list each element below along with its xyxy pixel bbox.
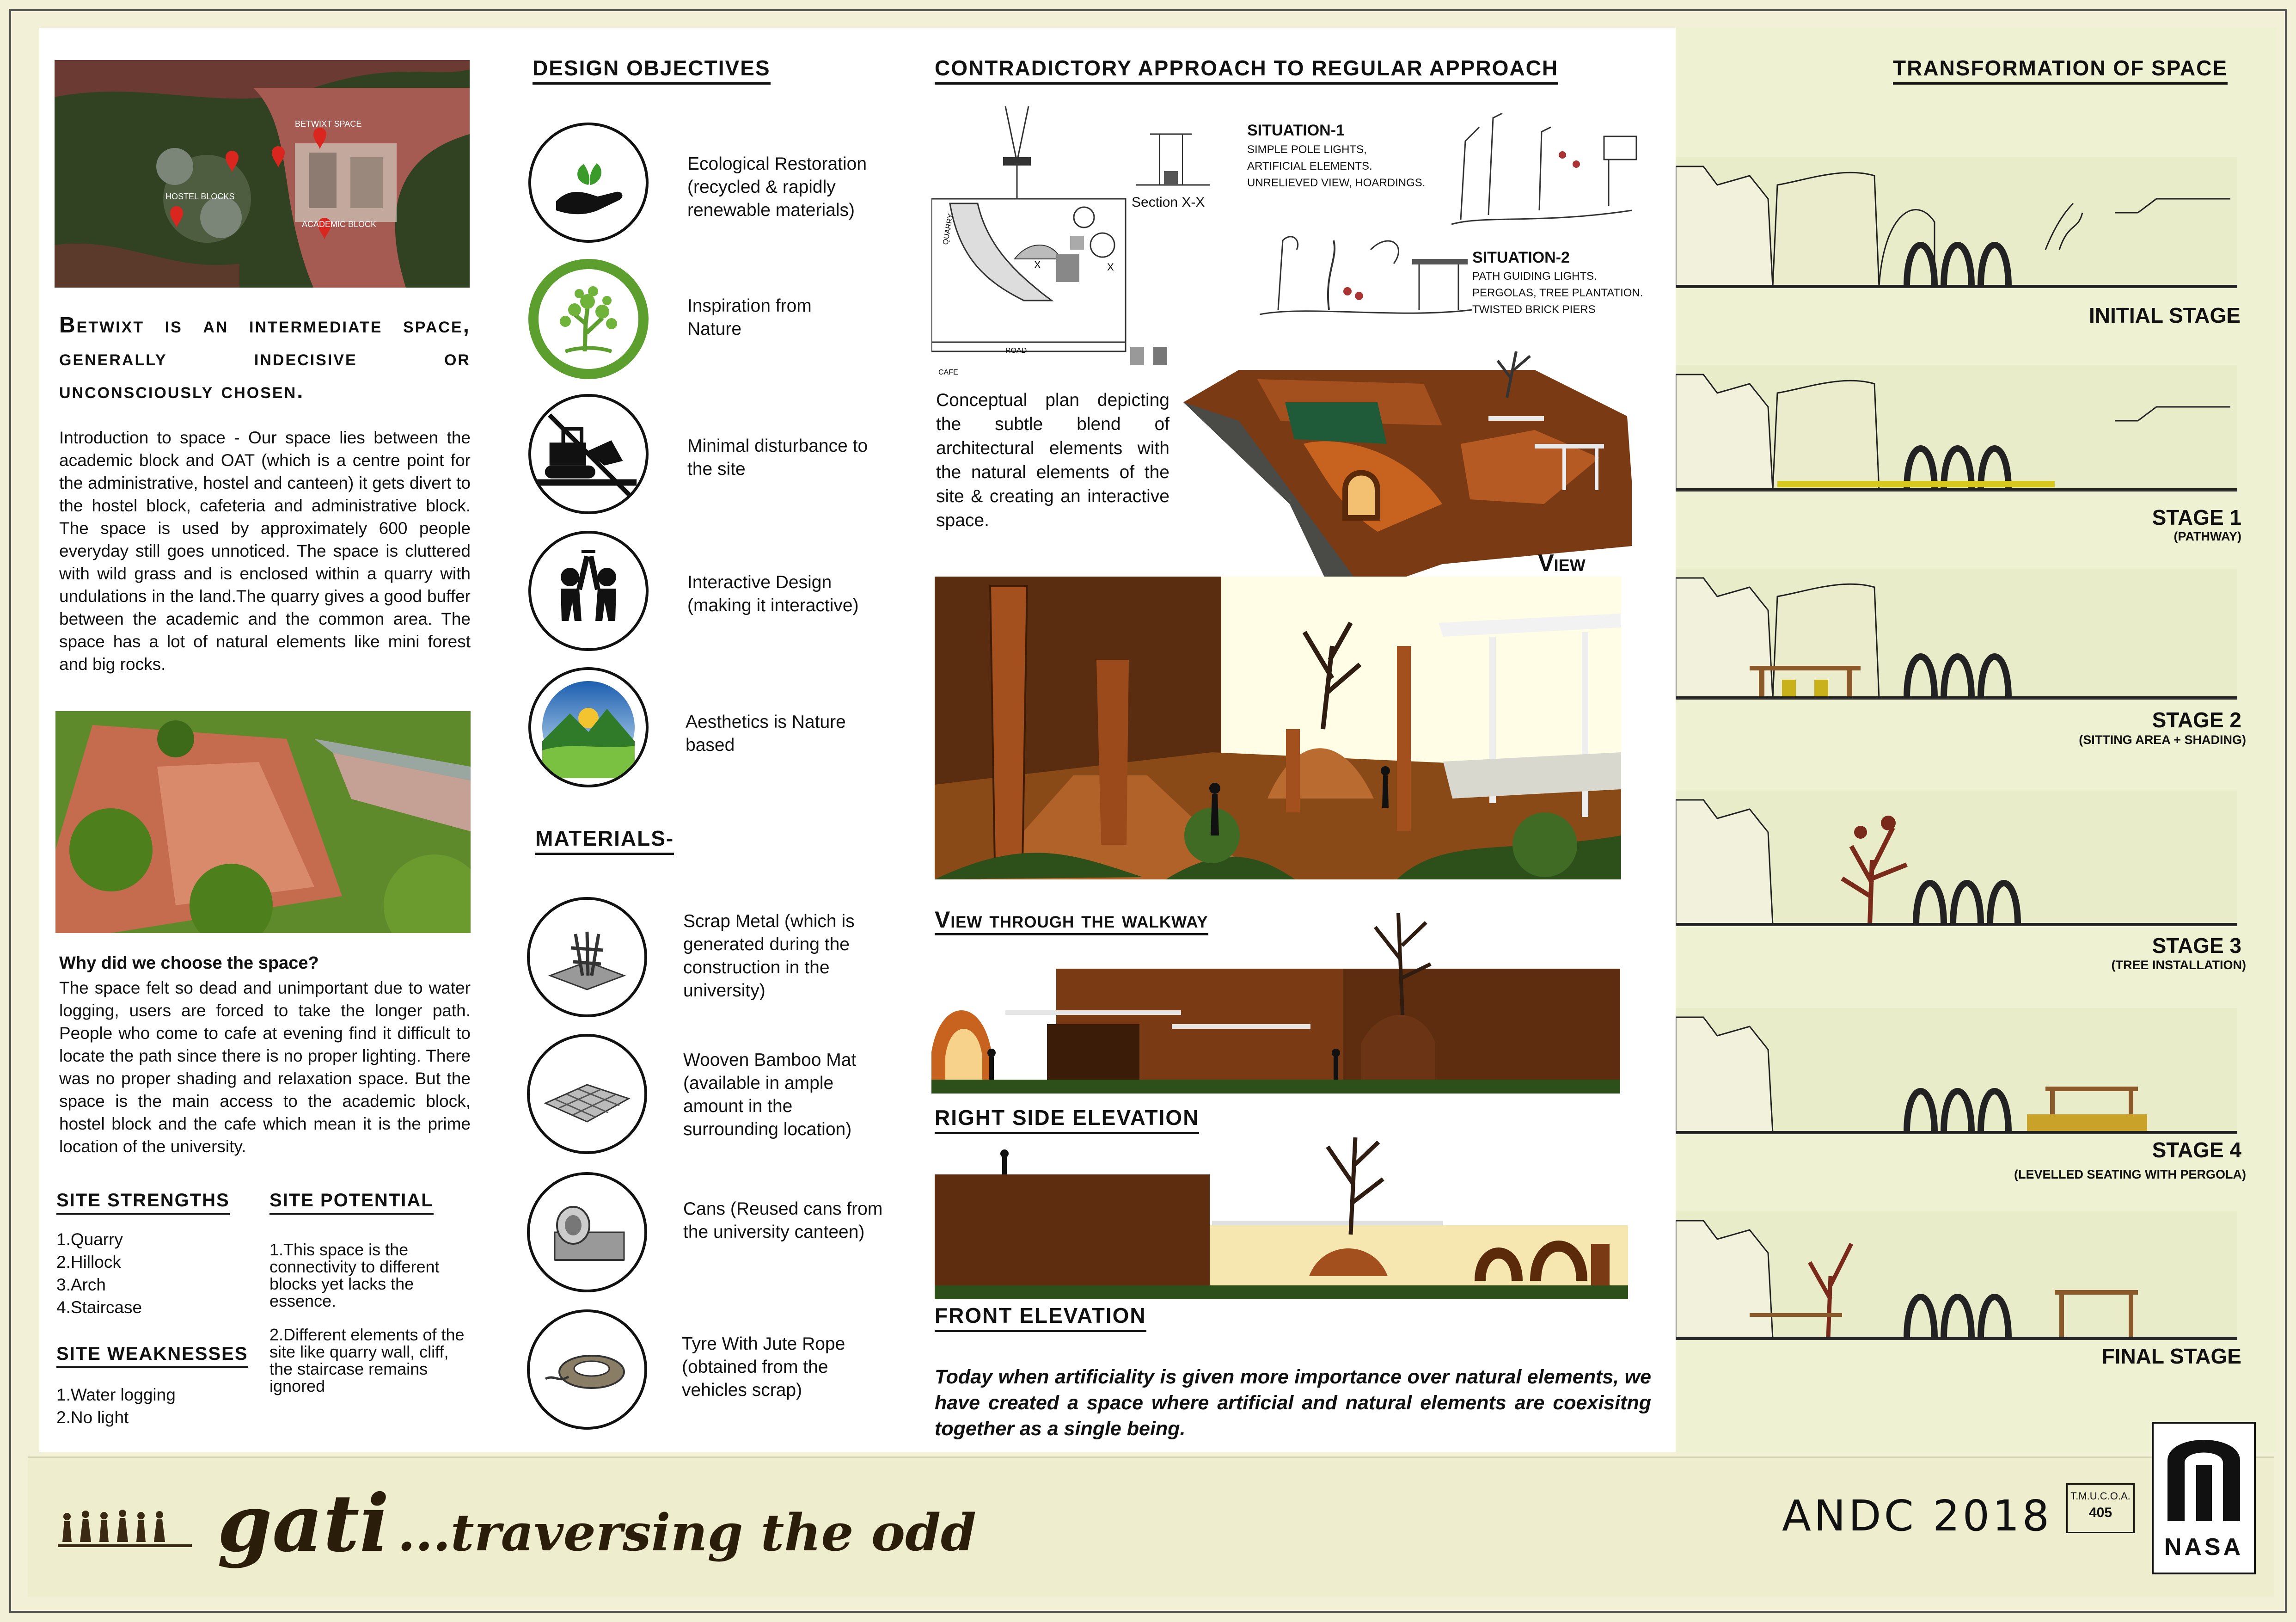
situation1-sketch (1447, 99, 1641, 233)
bamboo-mat-icon (536, 1043, 638, 1145)
situation2-line: TWISTED BRICK PIERS (1472, 303, 1596, 316)
objective-circle-4 (528, 531, 649, 651)
strength-item: 2.Hillock (56, 1253, 121, 1272)
tyre-icon (536, 1319, 638, 1420)
section-sketch-graphic (1132, 125, 1215, 194)
stage-2-graphic (1676, 569, 2237, 698)
concept-caption: Conceptual plan depicting the subtle blend of architectural elements with the natural elements of the site & creating an interactive space. (936, 390, 1169, 530)
objective-text-4: Interactive Design (making it interactive) (687, 572, 859, 615)
potential-title: SITE POTENTIAL (269, 1190, 434, 1215)
perspective-view-render (935, 577, 1621, 879)
stage-sketch-1 (1676, 365, 2237, 492)
situation1-line: UNRELIEVED VIEW, HOARDINGS. (1247, 177, 1426, 189)
strength-item: 1.Quarry (56, 1230, 123, 1249)
nasa-arch-icon (2154, 1424, 2254, 1530)
site-photo-graphic (55, 711, 471, 933)
stage-sub-3: (TREE INSTALLATION) (2111, 958, 2246, 972)
material-circle-2 (527, 1034, 647, 1154)
stage-title-final: FINAL STAGE (2101, 1344, 2241, 1368)
strengths-title: SITE STRENGTHS (56, 1190, 230, 1215)
stage-sketch-initial (1676, 157, 2237, 288)
transformation-title: TRANSFORMATION OF SPACE (1893, 55, 2228, 85)
material-text-1: Scrap Metal (which is generated during the construction in the university) (683, 911, 855, 1001)
scrap-metal-icon (536, 906, 638, 1008)
objective-circle-3 (528, 394, 649, 514)
front-elevation-title: FRONT ELEVATION (935, 1303, 1146, 1332)
plan-label-quarry: QUARRY (942, 213, 955, 246)
situation2-title: SITUATION-2 (1472, 249, 1570, 266)
nasa-logo (2152, 1422, 2256, 1574)
map-label-academic: ACADEMIC BLOCK (302, 220, 377, 229)
event-name: ANDC 2018 (1782, 1491, 2052, 1541)
potential-item: 2.Different elements of the site like quarry wall, cliff, the staircase remains ignored (269, 1325, 465, 1395)
front-elevation-render (935, 1128, 1628, 1299)
view-title: View (1538, 549, 1586, 579)
contradictory-approach-title: CONTRADICTORY APPROACH TO REGULAR APPROACH (935, 55, 1558, 85)
objective-text-2: Inspiration from Nature (687, 296, 812, 339)
site-photo (55, 711, 471, 933)
map-label-hostel: HOSTEL BLOCKS (165, 192, 235, 201)
situation1-title: SITUATION-1 (1247, 122, 1345, 139)
stage-title-4: STAGE 4 (2152, 1138, 2241, 1162)
situation2-text (1472, 268, 1643, 318)
dancers-logo-icon (58, 1498, 196, 1554)
weakness-item: 1.Water logging (56, 1385, 176, 1404)
why-title: Why did we choose the space? (59, 953, 319, 973)
map-label-betwixt: BETWIXT SPACE (295, 119, 362, 129)
situation1-line: ARTIFICIAL ELEMENTS. (1247, 160, 1372, 172)
material-text-4: Tyre With Jute Rope (obtained from the vehicles scrap) (682, 1334, 845, 1400)
hand-plant-icon (542, 136, 635, 229)
plan-label-road: ROAD (1005, 347, 1027, 355)
code-label: T.M.U.C.O.A. (2070, 1490, 2131, 1502)
material-text-2: Wooven Bamboo Mat (available in ample amount in the surrounding location) (683, 1050, 857, 1139)
right-elevation-graphic (931, 904, 1620, 1094)
objective-text-1: Ecological Restoration (recycled & rapidly renewable materials) (687, 154, 867, 220)
section-sketch (1132, 125, 1215, 194)
stage-title-3: STAGE 3 (2152, 934, 2241, 958)
stage-sub-4: (LEVELLED SEATING WITH PERGOLA) (2014, 1167, 2246, 1181)
no-bulldozer-icon (531, 396, 646, 512)
material-circle-1 (527, 897, 647, 1017)
tree-icon (533, 264, 644, 375)
plan-label-x-left: X (1034, 259, 1041, 270)
strength-item: 4.Staircase (56, 1298, 142, 1317)
stage-3-graphic (1676, 791, 2237, 925)
footer-logo-word: gati (217, 1477, 390, 1570)
org-name: NASA (2164, 1534, 2244, 1561)
code-number: 405 (2088, 1505, 2112, 1520)
objective-text-3: Minimal disturbance to the site (687, 436, 868, 479)
stage-sketch-3 (1676, 791, 2237, 926)
stage-initial-graphic (1676, 157, 2237, 287)
objective-text-5: Aesthetics is Nature based (686, 712, 846, 755)
design-objectives-title: DESIGN OBJECTIVES (533, 55, 771, 85)
stage-4-graphic (1676, 1008, 2237, 1133)
stage-sketch-final (1676, 1211, 2237, 1340)
plan-label-x-right: X (1107, 261, 1114, 273)
situation2-line: PATH GUIDING LIGHTS. (1472, 270, 1597, 283)
stage-title-2: STAGE 2 (2152, 708, 2241, 732)
closing-statement: Today when artificiality is given more importance over natural elements, we have created a space where artificial and natural elements are coexisitng together as a single being. (935, 1366, 1651, 1440)
right-side-elevation-render (931, 904, 1620, 1094)
strength-item: 3.Arch (56, 1275, 106, 1294)
why-paragraph: The space felt so dead and unimportant due to water logging, users are forced to take the longer path. People who come to cafe at evening find it difficult to locate the path since there is no proper lighting. There was no proper shading and relaxation space. But the space is the main access to the academic block, hostel block and the cafe which mean it is the prime location of the university. (59, 978, 471, 1156)
intro-paragraph: Introduction to space - Our space lies between the academic block and OAT (which is a centre point for the administrative, hostel and canteen) it gets divert to the hostel block, cafeteria and administrative block. The space is used by approximately 600 people everyday still goes unnoticed. The space is cluttered with wild grass and is enclosed within a quarry with undulations in the land.The quarry gives a good buffer between the academic and the common area. The space has a lot of natural elements like mini forest and big rocks. (59, 428, 471, 674)
strengths-list (56, 1228, 142, 1319)
section-label: Section X-X (1132, 195, 1205, 210)
situation2-sketch (1260, 222, 1472, 324)
material-circle-3 (527, 1172, 647, 1292)
stage-title-initial: INITIAL STAGE (2089, 303, 2241, 327)
objective-circle-2 (528, 259, 649, 379)
stage-sketch-2 (1676, 569, 2237, 700)
footer-tagline: ...traversing the odd (398, 1503, 976, 1562)
material-circle-4 (527, 1309, 647, 1430)
situation1-line: SIMPLE POLE LIGHTS, (1247, 143, 1367, 156)
stage-final-graphic (1676, 1211, 2237, 1339)
situation1-graphic (1447, 99, 1641, 233)
objective-circle-5 (528, 667, 649, 787)
situation2-graphic (1260, 222, 1472, 324)
weaknesses-list (56, 1383, 176, 1429)
situation1-text (1247, 141, 1425, 191)
aerial-map-graphic (55, 60, 470, 288)
material-text-3: Cans (Reused cans from the university canteen) (683, 1199, 883, 1242)
perspective-render-graphic (935, 577, 1621, 879)
front-elevation-graphic (935, 1128, 1628, 1299)
stage-sketch-4 (1676, 1008, 2237, 1134)
plan-label-cafe: CAFE (938, 369, 958, 376)
code-box (2066, 1483, 2135, 1533)
potential-list (269, 1241, 473, 1395)
mountain-icon (538, 676, 639, 778)
cans-icon (536, 1181, 638, 1283)
situation2-line: PERGOLAS, TREE PLANTATION. (1472, 287, 1643, 299)
stage-sub-2: (SITTING AREA + SHADING) (2079, 733, 2246, 747)
materials-title: MATERIALS- (535, 826, 674, 855)
aerial-site-map (55, 60, 470, 288)
stage-1-graphic (1676, 365, 2237, 490)
stage-title-1: STAGE 1 (2152, 505, 2241, 529)
high-five-icon (535, 538, 642, 644)
weaknesses-title: SITE WEAKNESSES (56, 1344, 248, 1368)
right-side-elevation-title: RIGHT SIDE ELEVATION (935, 1105, 1199, 1134)
walkway-title: View through the walkway (935, 906, 1208, 935)
headline: Betwixt is an intermediate space, generally indecisive or unconsciously chosen. (59, 313, 471, 403)
objective-circle-1 (528, 123, 649, 243)
potential-item: 1.This space is the connectivity to different blocks yet lacks the essence. (269, 1240, 440, 1310)
stage-sub-1: (PATHWAY) (2174, 529, 2241, 543)
weakness-item: 2.No light (56, 1408, 129, 1427)
